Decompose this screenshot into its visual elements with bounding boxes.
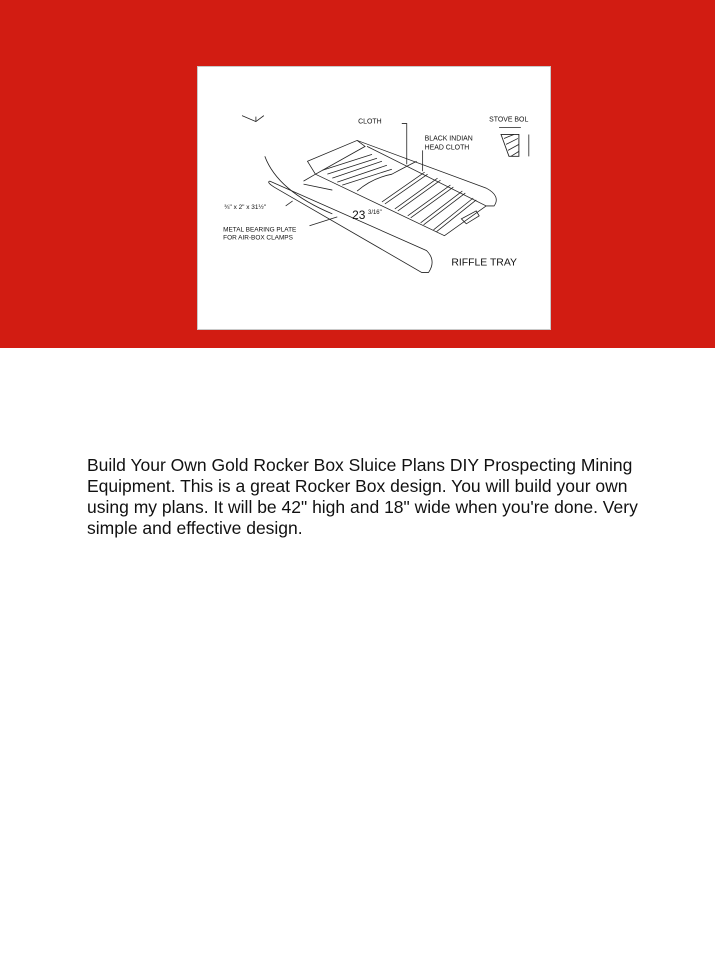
label-board-dimensions: ¾" x 2" x 31½" [224,203,267,211]
label-cloth: CLOTH [358,118,382,126]
label-black-indian: BLACK INDIAN [424,135,473,143]
label-air-box-clamps: FOR AIR-BOX CLAMPS [223,234,293,242]
label-metal-plate: METAL BEARING PLATE [223,226,297,234]
label-stove-bolt: STOVE BOL [489,116,529,124]
riffle-tray-drawing [198,67,550,329]
product-description: Build Your Own Gold Rocker Box Sluice Plans DIY Prospecting Mining Equipment. This is a great Rocker Box design. You will build your own using my plans. It will be 42" high and 18" wide when you're done. Very simple and effective design. [87,455,638,538]
diagram-title: RIFFLE TRAY [451,257,517,269]
label-length: 23 [352,207,366,222]
label-head-cloth: HEAD CLOTH [424,144,470,152]
label-length-fraction: 3/16" [368,209,382,216]
riffle-tray-diagram [197,66,551,330]
